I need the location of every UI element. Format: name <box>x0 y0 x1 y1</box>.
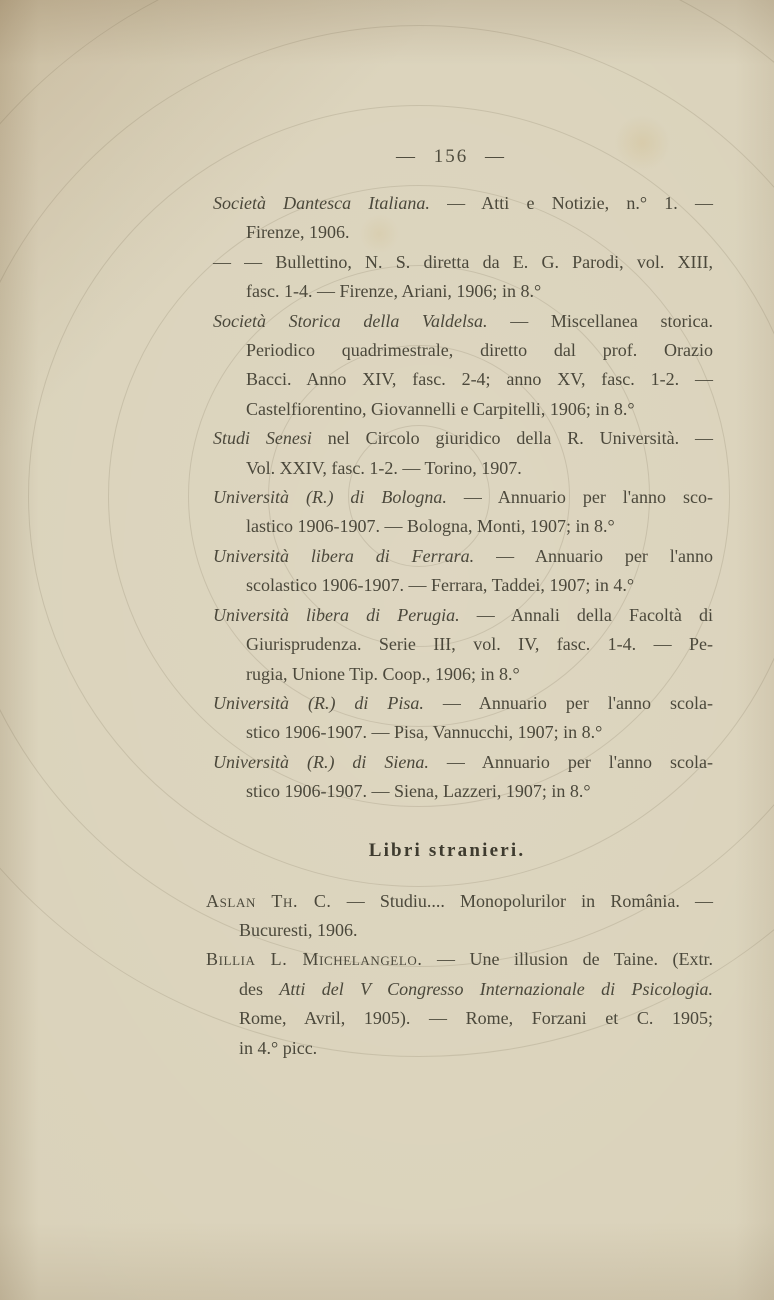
entry-line <box>246 336 713 365</box>
text-segment: Studi Senesi <box>213 428 312 449</box>
entry-line <box>213 424 713 453</box>
entry-line <box>246 630 713 659</box>
text-segment: — Atti e Notizie, n.° 1. — <box>429 193 713 213</box>
text-segment: scolastico 1906-1907. — Ferrara, Taddei, 1907; in 4.° <box>246 575 635 596</box>
text-segment: — Annuario per l'anno scola- <box>423 692 713 713</box>
text-segment: — Une illusion de Taine. (Extr. <box>422 949 713 970</box>
text-segment: Vol. XXIV, fasc. 1-2. — Torino, 1907. <box>246 457 522 478</box>
bibliography-entry <box>213 601 713 689</box>
entry-line <box>246 571 713 600</box>
text-segment: — Studiu.... Monopolurilor in România. — <box>331 890 713 911</box>
section-header-libri-stranieri: Libri stranieri. <box>368 839 526 861</box>
entry-line <box>246 277 713 306</box>
text-segment: Giurisprudenza. Serie III, vol. IV, fasc. 1-4. — Pe- <box>246 634 713 655</box>
text-segment: Aslan Th. C. <box>206 890 332 911</box>
text-segment: Società Storica della Valdelsa. <box>213 310 488 331</box>
text-segment: rugia, Unione Tip. Coop., 1906; in 8.° <box>246 663 520 684</box>
text-segment: Rome, Avril, 1905). — Rome, Forzani et C. 1905; <box>239 1008 713 1029</box>
text-segment: Università (R.) di Bologna. <box>213 487 447 508</box>
entry-line <box>246 454 713 483</box>
text-segment: — Annuario per l'anno <box>474 545 713 566</box>
entry-line <box>246 218 713 247</box>
entry-line <box>246 777 713 806</box>
text-segment: — Annuario per l'anno sco- <box>446 487 713 508</box>
text-segment: Billia L. Michelangelo. <box>206 949 423 970</box>
page-number: — 156 — <box>396 146 506 167</box>
entry-line <box>246 512 713 541</box>
bibliography-foreign-section <box>206 887 713 1063</box>
text-segment: Castelfiorentino, Giovannelli e Carpitelli, 1906; in 8.° <box>246 398 635 419</box>
text-segment: Società Dantesca Italiana. <box>213 193 430 213</box>
text-segment: — Annuario per l'anno scola- <box>428 751 713 772</box>
bibliography-entry <box>213 248 713 307</box>
text-segment: in 4.° picc. <box>239 1037 318 1058</box>
text-segment: Università (R.) di Siena. <box>213 751 429 772</box>
bibliography-entry <box>206 887 713 946</box>
text-segment: Bacci. Anno XIV, fasc. 2-4; anno XV, fasc. 1-2. — <box>246 369 713 390</box>
text-segment: Periodico quadrimestrale, diretto dal prof. Orazio <box>246 340 713 361</box>
text-segment: — — Bullettino, N. S. diretta da E. G. Parodi, vol. XIII, <box>213 251 713 272</box>
text-segment: Università libera di Ferrara. <box>213 545 475 566</box>
text-segment: fasc. 1-4. — Firenze, Ariani, 1906; in 8.° <box>246 281 542 302</box>
entry-line <box>213 189 713 218</box>
bibliography-entry <box>206 945 713 1063</box>
text-segment: — Annali della Facoltà di <box>459 604 713 625</box>
bibliography-entry <box>213 542 713 601</box>
entry-line <box>206 945 713 974</box>
text-segment: stico 1906-1907. — Siena, Lazzeri, 1907; in 8.° <box>246 781 591 802</box>
bibliography-entry <box>213 307 713 425</box>
entry-line <box>239 975 713 1004</box>
text-segment: Atti del V Congresso Internazionale di Psicologia. <box>279 978 713 999</box>
text-segment: lastico 1906-1907. — Bologna, Monti, 1907; in 8.° <box>246 516 615 537</box>
entry-line <box>246 395 713 424</box>
entry-line <box>213 483 713 512</box>
bibliography-entry <box>213 748 713 807</box>
entry-line <box>239 1034 713 1063</box>
entry-line <box>213 542 713 571</box>
text-segment: stico 1906-1907. — Pisa, Vannucchi, 1907; in 8.° <box>246 722 603 743</box>
page-content <box>206 146 713 1063</box>
entry-line <box>213 307 713 336</box>
text-segment: des <box>239 978 280 999</box>
entry-line <box>213 689 713 718</box>
entry-line <box>246 718 713 747</box>
entry-line <box>239 916 713 945</box>
entry-line <box>239 1004 713 1033</box>
entry-line <box>213 601 713 630</box>
entry-line <box>246 660 713 689</box>
entry-line <box>213 248 713 277</box>
bibliography-entry <box>213 424 713 483</box>
bibliography-entry <box>213 689 713 748</box>
bibliography-entry <box>213 483 713 542</box>
entry-line <box>206 887 713 916</box>
text-segment: Firenze, 1906. <box>246 222 350 243</box>
text-segment: — Miscellanea storica. <box>487 310 713 331</box>
entry-line <box>246 365 713 394</box>
bibliography-italian-section <box>213 189 713 807</box>
bibliography-entry <box>213 189 713 248</box>
text-segment: Bucuresti, 1906. <box>239 919 358 940</box>
text-segment: Università libera di Perugia. <box>213 604 460 625</box>
text-segment: nel Circolo giuridico della R. Università. — <box>311 428 713 449</box>
text-segment: Università (R.) di Pisa. <box>213 692 424 713</box>
entry-line <box>213 748 713 777</box>
